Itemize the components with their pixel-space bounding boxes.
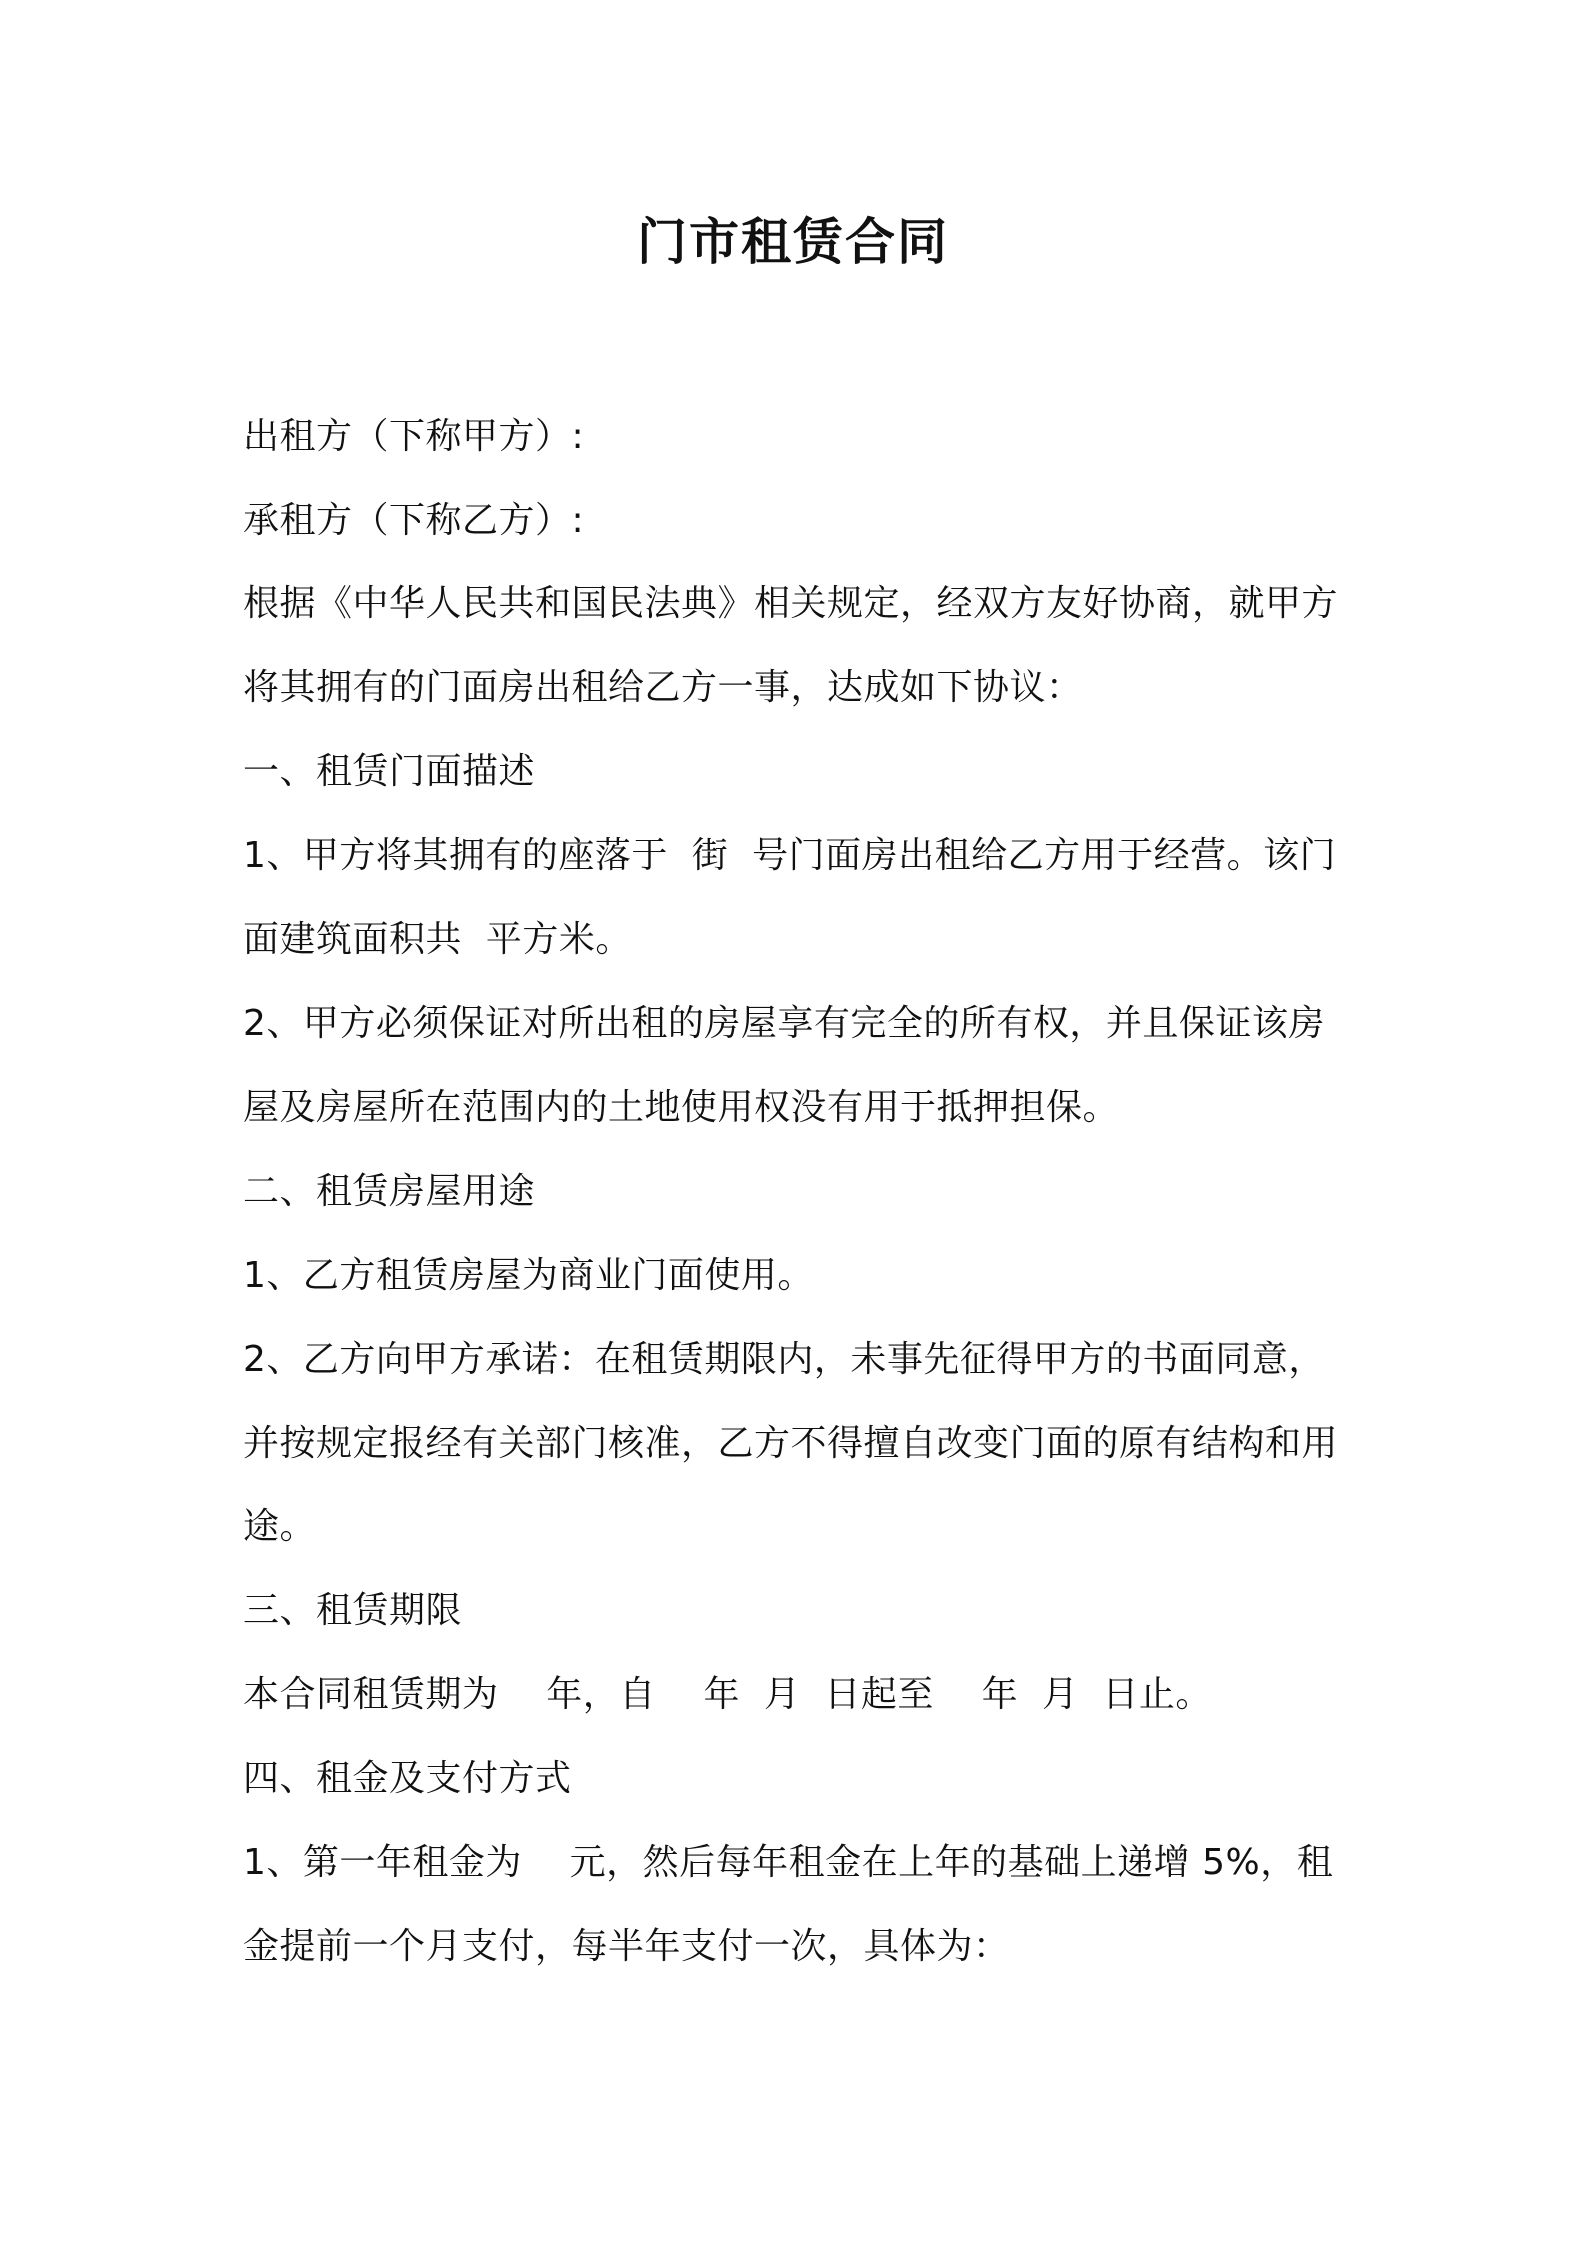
lessee-line: 承租方（下称乙方）: <box>243 500 585 541</box>
clause-2-2-line-2: 并按规定报经有关部门核准，乙方不得擅自改变门面的原有结构和用 <box>243 1423 1339 1464</box>
clause-1-1-line-1: 1、甲方将其拥有的座落于 街 号门面房出租给乙方用于经营。该门 <box>243 835 1337 876</box>
clause-2-2-line-1: 2、乙方向甲方承诺：在租赁期限内，未事先征得甲方的书面同意， <box>243 1339 1325 1380</box>
section-3-heading: 三、租赁期限 <box>243 1590 463 1631</box>
clause-4-1-line-1: 1、第一年租金为 元，然后每年租金在上年的基础上递增 5%，租 <box>243 1842 1334 1883</box>
preamble-line-1: 根据《中华人民共和国民法典》相关规定，经双方友好协商，就甲方 <box>243 583 1339 624</box>
clause-4-1-line-2: 金提前一个月支付，每半年支付一次，具体为： <box>243 1926 1010 1967</box>
preamble-line-2: 将其拥有的门面房出租给乙方一事，达成如下协议： <box>243 667 1083 708</box>
clause-1-1-line-2: 面建筑面积共 平方米。 <box>243 919 632 960</box>
clause-1-2-line-2: 屋及房屋所在范围内的土地使用权没有用于抵押担保。 <box>243 1087 1120 1128</box>
section-1-heading: 一、租赁门面描述 <box>243 751 536 792</box>
clause-1-2-line-1: 2、甲方必须保证对所出租的房屋享有完全的所有权，并且保证该房 <box>243 1003 1325 1044</box>
clause-2-1: 1、乙方租赁房屋为商业门面使用。 <box>243 1255 814 1296</box>
lessor-line: 出租方（下称甲方）: <box>243 416 585 457</box>
section-4-heading: 四、租金及支付方式 <box>243 1758 572 1799</box>
document-title: 门市租赁合同 <box>637 213 949 271</box>
section-2-heading: 二、租赁房屋用途 <box>243 1171 536 1212</box>
clause-2-2-line-3: 途。 <box>243 1506 317 1547</box>
lease-term-line: 本合同租赁期为 年，自 年 月 日起至 年 月 日止。 <box>243 1674 1212 1715</box>
